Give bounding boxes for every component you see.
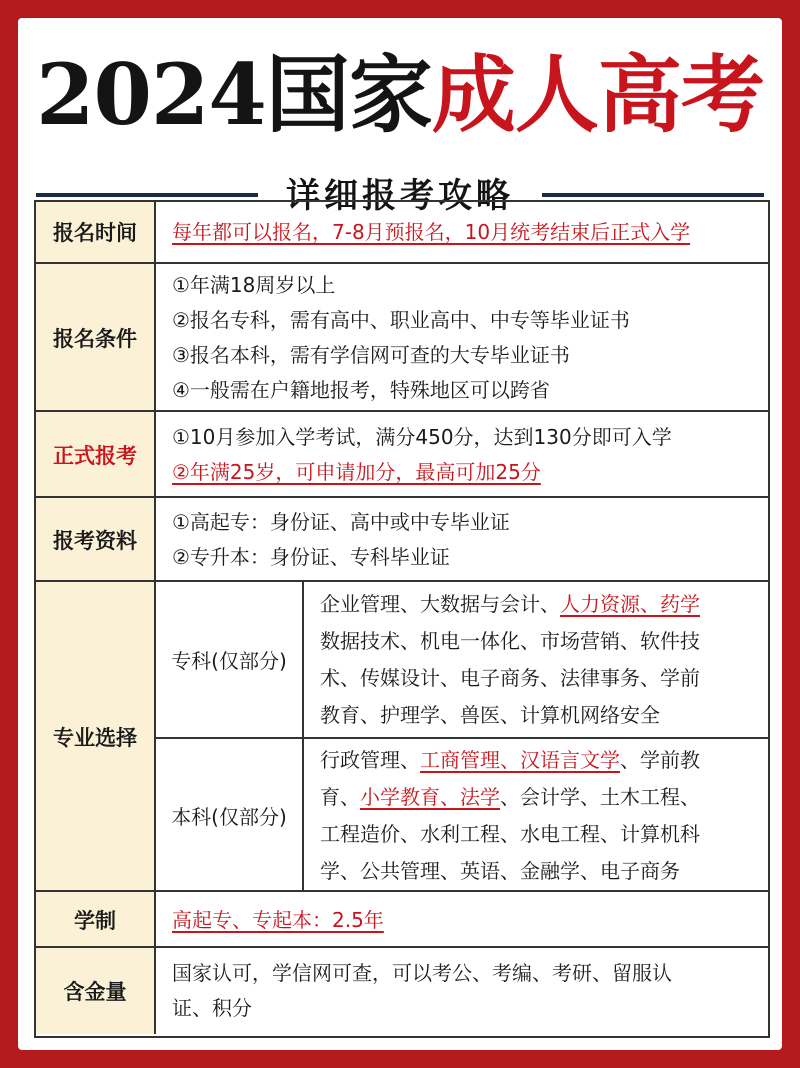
label-registration-time: 报名时间 [36,202,156,262]
poster-card [18,18,782,1050]
benke-text: 、学前教 [620,747,700,772]
row-duration [36,890,768,948]
zhuanke-line-2: 数据技术、机电一体化、市场营销、软件技 [320,628,700,653]
formal-exam-line-1: ①10月参加入学考试，满分450分，达到130分即可入学 [172,425,672,449]
benke-highlight: 小学教育、法学 [360,784,500,809]
content-materials [172,498,760,582]
info-table [34,200,770,1038]
zhuanke-line-1 [320,586,760,623]
label-zhuanke: 专科(仅部分) [156,582,304,737]
benke-text: 、会计学、土木工程、 [500,784,700,809]
label-registration-conditions: 报名条件 [36,264,156,412]
value-line-2: 证、积分 [172,996,252,1020]
row-materials [36,496,768,582]
label-majors: 专业选择 [36,582,156,892]
condition-line: ①年满18周岁以上 [172,273,336,297]
benke-line-1 [320,742,760,779]
formal-exam-line-2: ②年满25岁，可申请加分，最高可加25分 [172,460,541,484]
content-registration-conditions [172,264,760,412]
zhuanke-highlight: 人力资源、药学 [560,591,700,616]
row-majors [36,580,768,892]
zhuanke-line-3: 术、传媒设计、电子商务、法律事务、学前 [320,665,700,690]
zhuanke-text: 企业管理、大数据与会计、 [320,591,560,616]
registration-time-text: 每年都可以报名，7-8月预报名，10月统考结束后正式入学 [172,219,691,244]
content-registration-time [172,202,760,262]
condition-line: ③报名本科，需有学信网可查的大专毕业证书 [172,343,570,367]
subtitle-divider-left [36,193,258,197]
title-red: 成人高考 [431,45,764,144]
title-black: 2024国家 [36,45,432,144]
benke-line-4: 学、公共管理、英语、金融学、电子商务 [320,858,680,883]
subtitle-divider-right [542,193,764,197]
materials-line: ②专升本：身份证、专科毕业证 [172,545,450,569]
label-benke: 本科(仅部分) [156,739,304,892]
value-line-1: 国家认可，学信网可查，可以考公、考编、考研、留服认 [172,961,672,985]
content-formal-exam [172,412,760,498]
content-duration [172,892,760,948]
label-formal-exam: 正式报考 [36,412,156,498]
row-registration-conditions [36,262,768,412]
row-value [36,946,768,1034]
content-zhuanke [320,582,760,737]
benke-line-2 [320,779,760,816]
label-materials: 报考资料 [36,498,156,582]
condition-line: ②报名专科，需有高中、职业高中、中专等毕业证书 [172,308,630,332]
content-benke [320,739,760,892]
label-value: 含金量 [36,948,156,1034]
content-value [172,948,760,1034]
benke-line-3: 工程造价、水利工程、水电工程、计算机科 [320,821,700,846]
page-title [18,42,782,148]
row-formal-exam [36,410,768,498]
row-registration-time [36,202,768,262]
materials-line: ①高起专：身份证、高中或中专毕业证 [172,510,510,534]
condition-line: ④一般需在户籍地报考，特殊地区可以跨省 [172,378,550,402]
benke-text: 育、 [320,784,360,809]
subtitle: 详细报考攻略 [286,176,514,216]
duration-text: 高起专、专起本：2.5年 [172,907,384,932]
benke-text: 行政管理、 [320,747,420,772]
label-duration: 学制 [36,892,156,948]
zhuanke-line-4: 教育、护理学、兽医、计算机网络安全 [320,702,660,727]
benke-highlight: 工商管理、汉语言文学 [420,747,620,772]
